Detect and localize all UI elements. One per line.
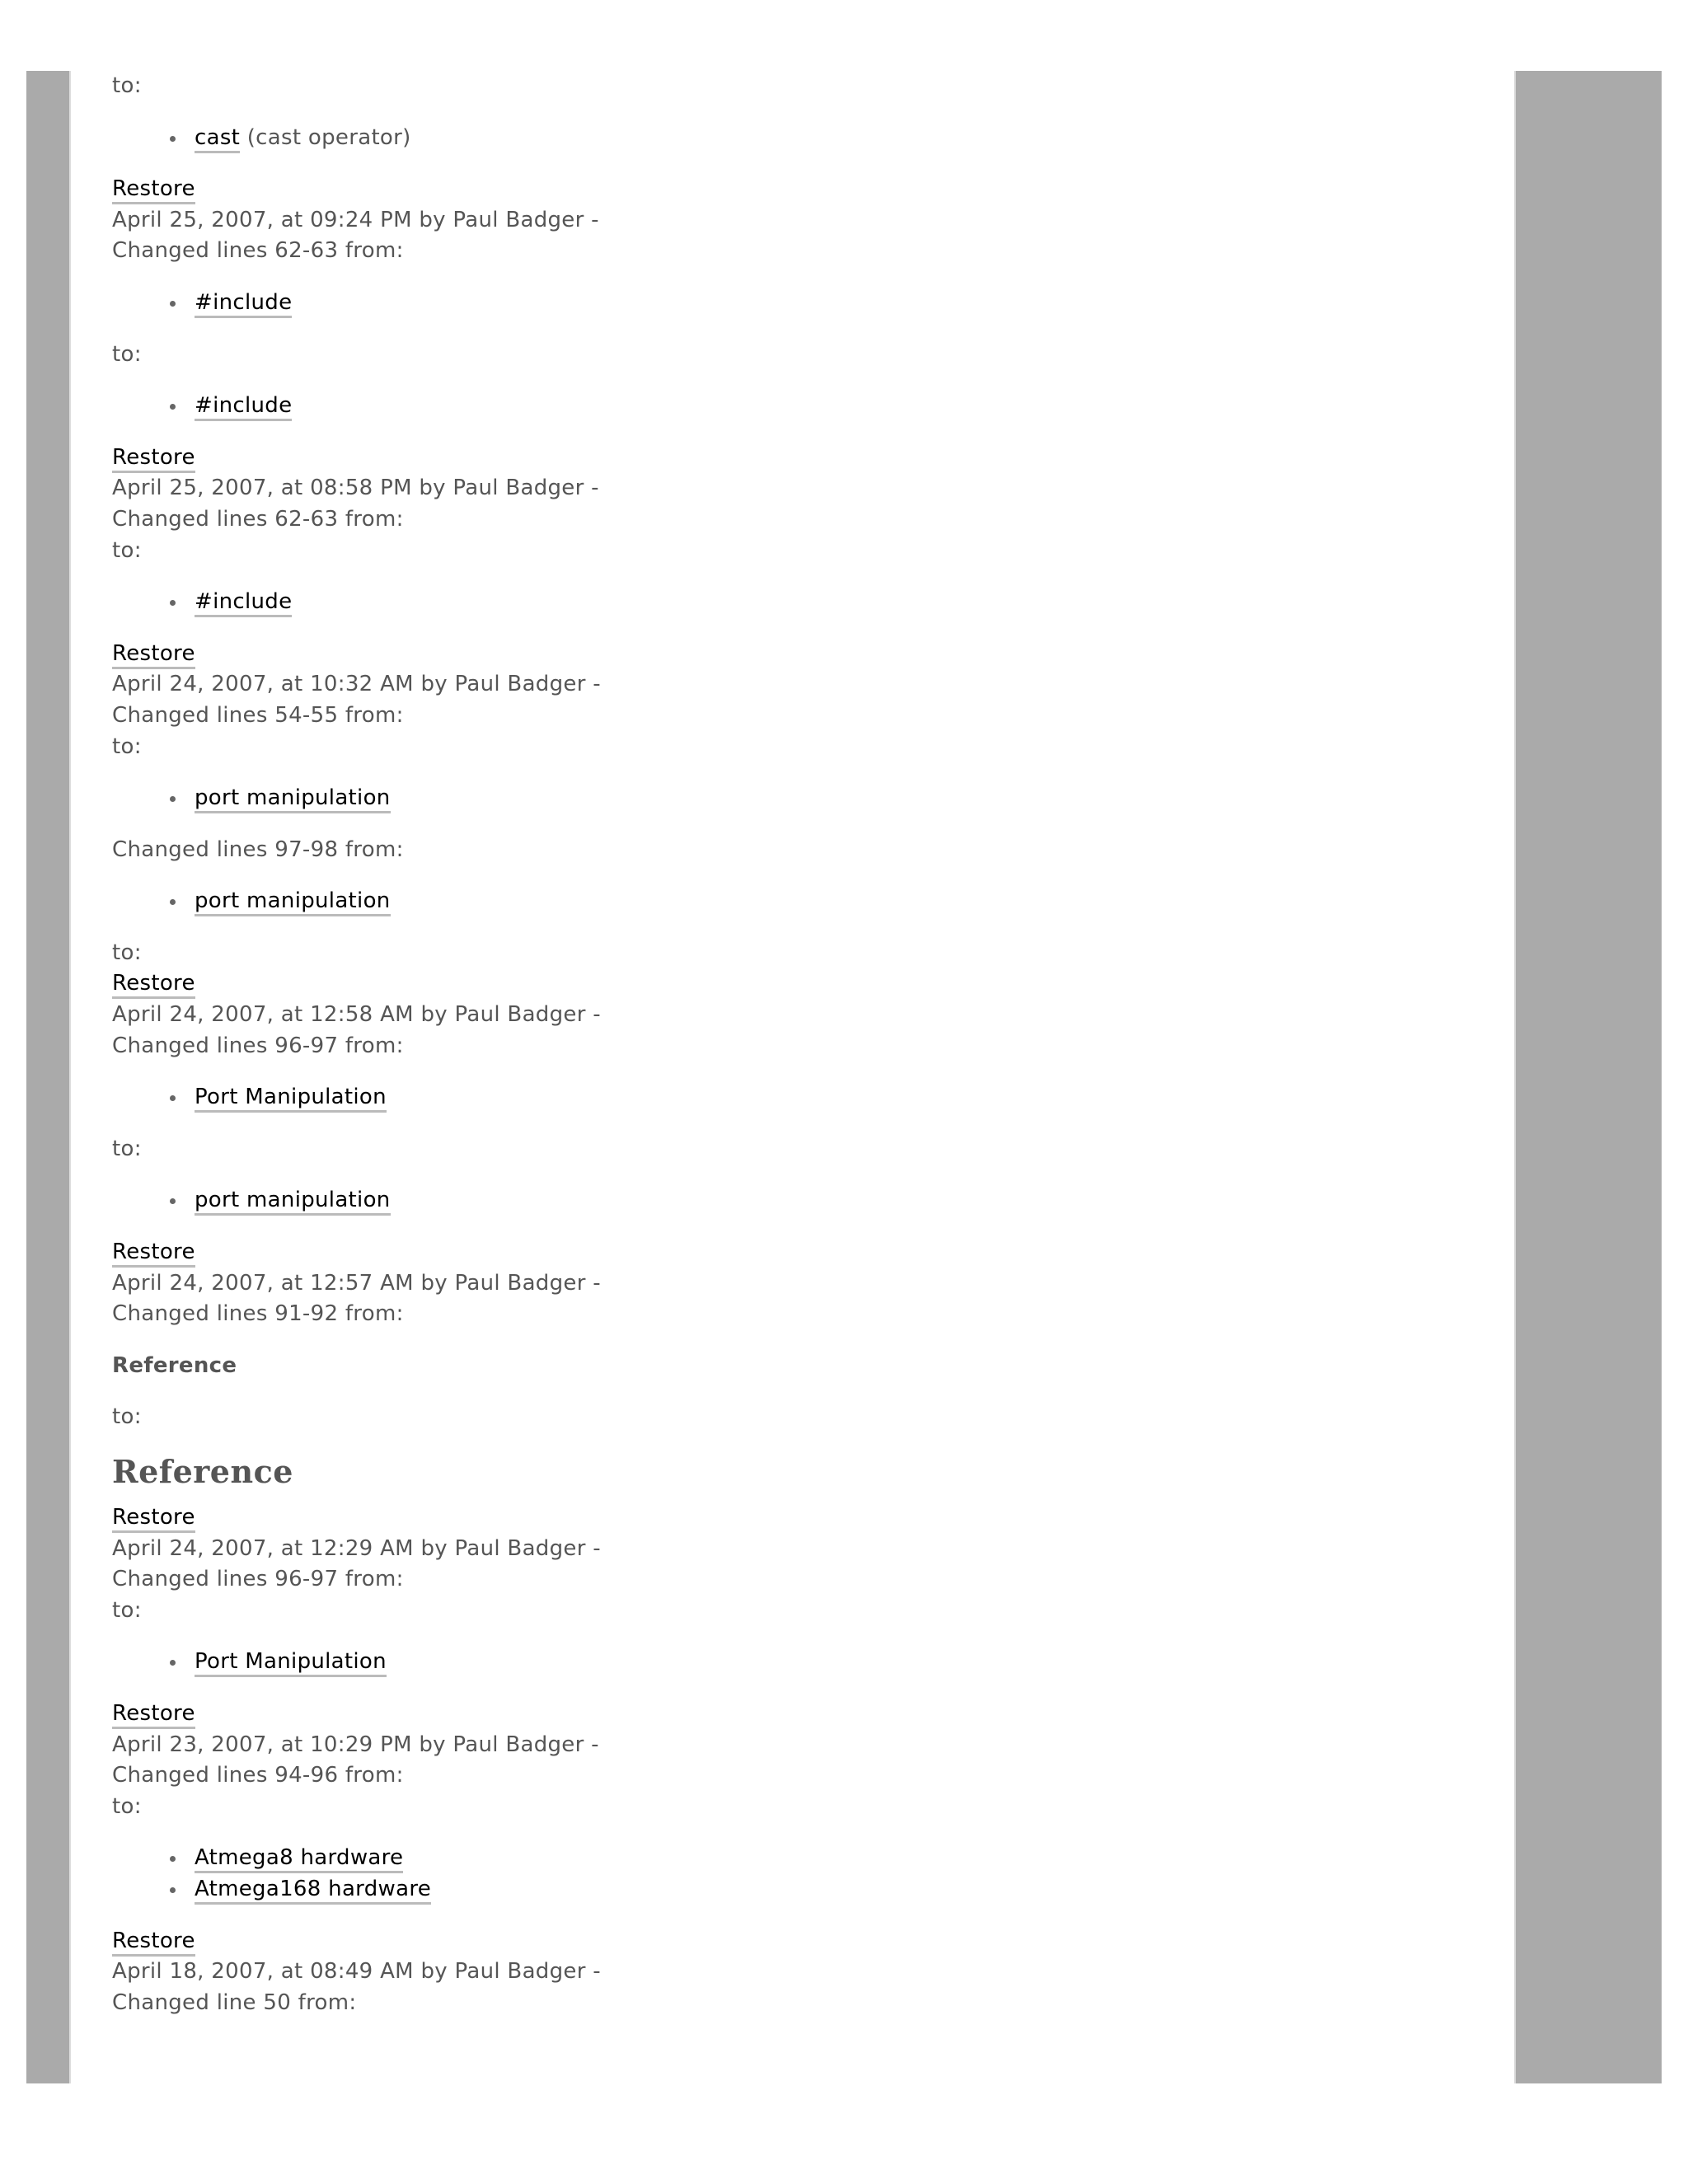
change-description: Changed lines 62-63 from:: [112, 506, 404, 532]
cast-link[interactable]: cast: [195, 125, 240, 153]
restore-link[interactable]: Restore: [112, 1240, 195, 1268]
page-history-content: [112, 71, 1497, 2018]
from-list: [112, 886, 1497, 917]
change-description: Changed lines 62-63 from:: [112, 238, 404, 264]
port-manipulation-link[interactable]: port manipulation: [195, 888, 391, 916]
to-list: [112, 1185, 1497, 1216]
to-list: [112, 1843, 1497, 1905]
to-list: [112, 783, 1497, 814]
from-list: [112, 1082, 1497, 1113]
restore-link[interactable]: Restore: [112, 641, 195, 669]
to-list: [112, 587, 1497, 618]
revision-meta: April 24, 2007, at 10:32 AM by Paul Badger -: [112, 672, 601, 697]
atmega8-hardware-link[interactable]: Atmega8 hardware: [195, 1845, 403, 1873]
to-label: to:: [112, 537, 142, 563]
frame-right-divider: [1514, 71, 1516, 2083]
list-item: [195, 886, 1497, 917]
include-link[interactable]: #include: [195, 290, 292, 318]
port-manipulation-link[interactable]: Port Manipulation: [195, 1085, 387, 1113]
change-description: Changed lines 97-98 from:: [112, 837, 404, 862]
restore-link[interactable]: Restore: [112, 1701, 195, 1729]
change-description: Changed lines 96-97 from:: [112, 1033, 404, 1058]
restore-link[interactable]: Restore: [112, 1929, 195, 1957]
restore-link[interactable]: Restore: [112, 176, 195, 204]
list-item: [195, 1185, 1497, 1216]
list-item: [195, 1647, 1497, 1678]
revision-meta: April 25, 2007, at 08:58 PM by Paul Badger -: [112, 476, 599, 501]
to-list: [112, 1647, 1497, 1678]
change-description: Changed lines 91-92 from:: [112, 1301, 404, 1327]
change-description: Changed lines 96-97 from:: [112, 1567, 404, 1592]
to-label: to:: [112, 1597, 142, 1623]
atmega168-hardware-link[interactable]: Atmega168 hardware: [195, 1877, 431, 1905]
list-item: [195, 1874, 1497, 1905]
change-description: Changed lines 54-55 from:: [112, 702, 404, 728]
to-label: to:: [112, 1136, 142, 1161]
change-description: Changed lines 94-96 from:: [112, 1763, 404, 1788]
list-item: [195, 288, 1497, 319]
list-item: [195, 587, 1497, 618]
revision-meta: April 23, 2007, at 10:29 PM by Paul Badger -: [112, 1732, 599, 1757]
restore-link[interactable]: Restore: [112, 445, 195, 473]
revision-meta: April 18, 2007, at 08:49 AM by Paul Badger -: [112, 1959, 601, 1985]
to-label: to:: [112, 341, 142, 367]
include-link[interactable]: #include: [195, 589, 292, 617]
list-item: [195, 1843, 1497, 1874]
revision-meta: April 24, 2007, at 12:57 AM by Paul Badger -: [112, 1270, 601, 1296]
revision-meta: April 25, 2007, at 09:24 PM by Paul Badger -: [112, 207, 599, 232]
list-item: [195, 123, 1497, 154]
to-label: to:: [112, 1404, 142, 1430]
to-label: to:: [112, 733, 142, 759]
list-item: [195, 391, 1497, 422]
include-link[interactable]: #include: [195, 393, 292, 421]
port-manipulation-link[interactable]: Port Manipulation: [195, 1649, 387, 1677]
reference-heading-old: Reference: [112, 1352, 237, 1378]
port-manipulation-link[interactable]: port manipulation: [195, 1188, 391, 1216]
change-description: Changed line 50 from:: [112, 1990, 357, 2015]
list-item: [195, 1082, 1497, 1113]
to-label: to:: [112, 940, 142, 965]
port-manipulation-link[interactable]: port manipulation: [195, 785, 391, 813]
from-list: [112, 288, 1497, 319]
list-item: [195, 783, 1497, 814]
cast-note: (cast operator): [240, 124, 411, 150]
revision-meta: April 24, 2007, at 12:58 AM by Paul Badger -: [112, 1002, 601, 1028]
reference-heading-new: Reference: [112, 1453, 293, 1490]
to-list: [112, 123, 1497, 154]
to-label: to:: [112, 1793, 142, 1819]
to-list: [112, 391, 1497, 422]
restore-link[interactable]: Restore: [112, 1505, 195, 1533]
to-label: to:: [112, 73, 142, 98]
restore-link[interactable]: Restore: [112, 971, 195, 999]
revision-meta: April 24, 2007, at 12:29 AM by Paul Badger -: [112, 1535, 601, 1561]
